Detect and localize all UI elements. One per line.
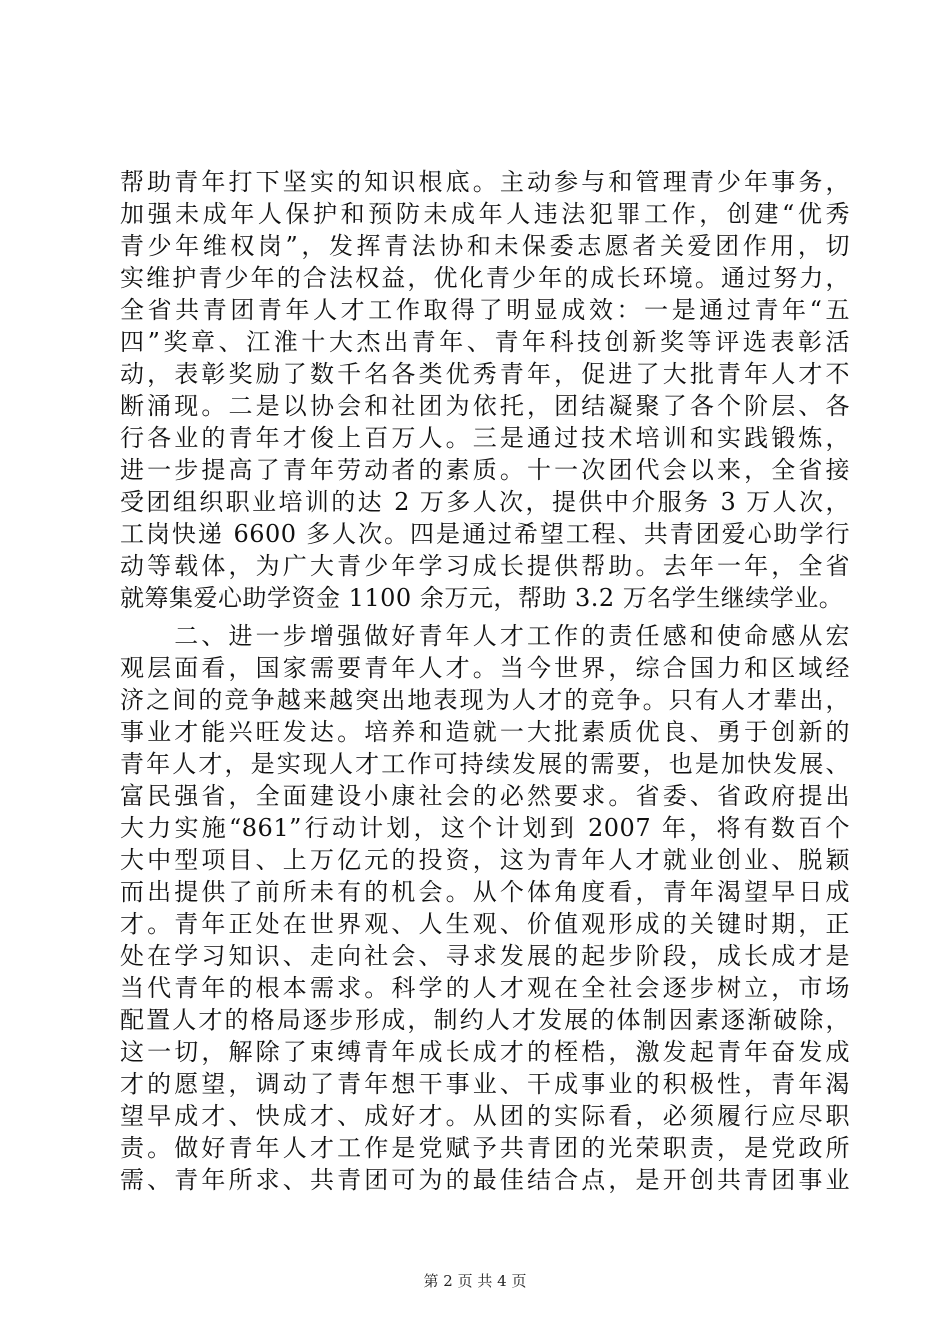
paragraph-line: 实维护青少年的合法权益，优化青少年的成长环境。通过努力， [120, 264, 850, 292]
paragraph-line: 受团组织职业培训的达 2 万多人次，提供中介服务 3 万人次， [120, 488, 850, 516]
paragraph-line: 大中型项目、上万亿元的投资，这为青年人才就业创业、脱颖 [120, 846, 850, 874]
paragraph-line: 济之间的竞争越来越突出地表现为人才的竞争。只有人才辈出， [120, 686, 850, 714]
paragraph-line: 就筹集爱心助学资金 1100 余万元，帮助 3.2 万名学生继续学业。 [120, 584, 844, 612]
paragraph-line: 行各业的青年才俊上百万人。三是通过技术培训和实践锻炼， [120, 424, 850, 452]
paragraph-line: 配置人才的格局逐步形成，制约人才发展的体制因素逐渐破除， [120, 1006, 850, 1034]
paragraph-line: 富民强省，全面建设小康社会的必然要求。省委、省政府提出 [120, 782, 850, 810]
paragraph-line: 才的愿望，调动了青年想干事业、干成事业的积极性，青年渴 [120, 1070, 850, 1098]
paragraph-line: 当代青年的根本需求。科学的人才观在全社会逐步树立，市场 [120, 974, 850, 1002]
paragraph-line: 工岗快递 6600 多人次。四是通过希望工程、共青团爱心助学行 [120, 520, 850, 548]
paragraph-line: 青年人才，是实现人才工作可持续发展的需要，也是加快发展、 [120, 750, 850, 778]
paragraph-2 [120, 620, 850, 1196]
paragraph-line: 观层面看，国家需要青年人才。当今世界，综合国力和区域经 [120, 654, 850, 682]
paragraph-line: 帮助青年打下坚实的知识根底。主动参与和管理青少年事务， [120, 168, 850, 196]
paragraph-line: 二、进一步增强做好青年人才工作的责任感和使命感从宏 [120, 622, 850, 650]
paragraph-line: 处在学习知识、走向社会、寻求发展的起步阶段，成长成才是 [120, 942, 850, 970]
paragraph-line: 这一切，解除了束缚青年成长成才的桎梏，激发起青年奋发成 [120, 1038, 850, 1066]
paragraph-line: 动等载体，为广大青少年学习成长提供帮助。去年一年，全省 [120, 552, 850, 580]
page-footer: 第 2 页 共 4 页 [423, 1272, 527, 1290]
paragraph-line: 事业才能兴旺发达。培养和造就一大批素质优良、勇于创新的 [120, 718, 850, 746]
paragraph-1 [120, 166, 850, 614]
paragraph-line: 进一步提高了青年劳动者的素质。十一次团代会以来，全省接 [120, 456, 850, 484]
paragraph-line: 全省共青团青年人才工作取得了明显成效：一是通过青年“五 [120, 296, 850, 324]
paragraph-line: 望早成才、快成才、成好才。从团的实际看，必须履行应尽职 [120, 1102, 850, 1130]
paragraph-line: 加强未成年人保护和预防未成年人违法犯罪工作，创建“优秀 [120, 200, 850, 228]
paragraph-line: 断涌现。二是以协会和社团为依托，团结凝聚了各个阶层、各 [120, 392, 850, 420]
paragraph-line: 而出提供了前所未有的机会。从个体角度看，青年渴望早日成 [120, 878, 850, 906]
paragraph-line: 动，表彰奖励了数千名各类优秀青年，促进了大批青年人才不 [120, 360, 850, 388]
paragraph-line: 青少年维权岗”，发挥青法协和未保委志愿者关爱团作用，切 [120, 232, 850, 260]
paragraph-line: 责。做好青年人才工作是党赋予共青团的光荣职责，是党政所 [120, 1134, 850, 1162]
paragraph-line: 才。青年正处在世界观、人生观、价值观形成的关键时期，正 [120, 910, 850, 938]
paragraph-line: 需、青年所求、共青团可为的最佳结合点，是开创共青团事业 [120, 1166, 850, 1194]
paragraph-line: 大力实施“861”行动计划，这个计划到 2007 年，将有数百个 [120, 814, 850, 842]
paragraph-line: 四”奖章、江淮十大杰出青年、青年科技创新奖等评选表彰活 [120, 328, 850, 356]
